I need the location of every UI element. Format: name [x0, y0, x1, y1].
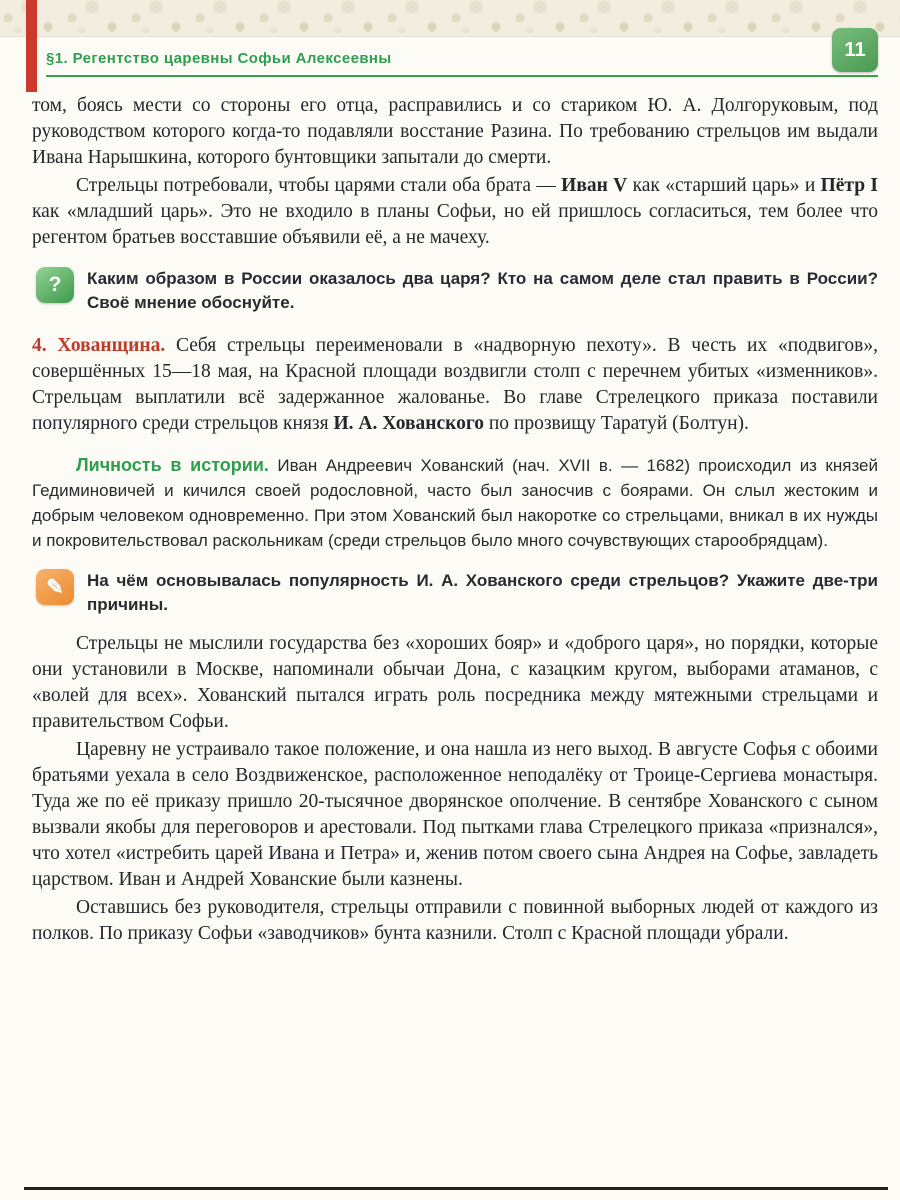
section-heading: 4. Хованщина.: [32, 335, 166, 356]
bold-name-petr: Пётр I: [820, 175, 878, 196]
task-pen-icon: [36, 569, 74, 605]
chapter-title: §1. Регентство царевны Софьи Алексеевны: [46, 50, 392, 67]
section-4-paragraph: [32, 333, 878, 437]
person-in-history-block: [32, 453, 878, 553]
page-body: [0, 77, 900, 947]
bottom-rule: [24, 1187, 888, 1190]
question-mark-icon: [36, 267, 74, 303]
paragraph-text: как «младший царь». Это не входило в планы Софьи, но ей пришлось согласиться, тем более что регентом братьев восставшие объявили её, а не мачеху.: [32, 201, 878, 248]
paragraph-text: по прозвищу Таратуй (Болтун).: [483, 413, 749, 434]
task-pen-glyph: ✎: [46, 575, 64, 599]
paragraph-streltsy-order: Стрельцы не мыслили государства без «хороших бояр» и «доброго царя», но порядки, которые они установили в Москве, напоминали обычаи Дона, с казацким кругом, выборами атаманов, с «волей для всех». Хованский пытался играть роль посредника между мятежными стрельцами и правительством Софьи.: [32, 633, 878, 732]
paragraph-text: Стрельцы потребовали, чтобы царями стали оба брата —: [76, 175, 562, 196]
paragraph-continuation: том, боясь мести со стороны его отца, расправились и со стариком Ю. А. Долгоруковым, под руководством которого когда-то подавляли восстание Разина. По требованию стрельцов им выдали Ивана Нарышкина, которого бунтовщики запытали до смерти.: [32, 95, 878, 168]
question-text: Каким образом в России оказалось два царя? Кто на самом деле стал править в России? Своё мнение обоснуйте.: [87, 269, 878, 312]
paragraph-two-tsars: [32, 173, 878, 251]
question-block-2: [36, 569, 878, 617]
header-rule: [46, 75, 878, 77]
bold-name-ivan: Иван V: [561, 175, 628, 196]
page-header: [0, 0, 900, 77]
person-block-text: Иван Андреевич Хованский (нач. XVII в. — 1682) происходил из князей Гедиминовичей и кичился своей родословной, часто был заносчив с боярами. Он слыл жестоким и добрым человеком одновременно. При этом Хованский был накоротке со стрельцами, вникал в их нужды и покровительствовал раскольникам (среди стрельцов было много сочувствующих старообрядцам).: [32, 456, 878, 550]
page-number-badge: 11: [832, 28, 878, 72]
bold-name-khovansky: И. А. Хованского: [333, 413, 484, 434]
paragraph-aftermath: Оставшись без руководителя, стрельцы отправили с повинной выборных людей от каждого из полков. По приказу Софьи «заводчиков» бунта казнили. Столп с Красной площади убрали.: [32, 897, 878, 944]
paragraph-sofia-response: Царевну не устраивало такое положение, и она нашла из него выход. В августе Софья с обоими братьями уехала в село Воздвиженское, расположенное неподалёку от Троице-Сергиева монастыря. Туда же по её приказу пришло 20-тысячное дворянское ополчение. В сентябре Хованского с сыном вызвали якобы для переговоров и арестовали. Под пытками глава Стрелецкого приказа «признался», что хотел «истребить царей Ивана и Петра» и, женив потом своего сына Андрея на Софье, завладеть царством. Иван и Андрей Хованские были казнены.: [32, 739, 878, 890]
paragraph-text: Себя стрельцы переименовали в «надворную пехоту». В честь их «подвигов», совершённых 15—18 мая, на Красной площади воздвигли столп с перечнем убитых «изменников». Стрельцам выплатили всё задержанное жалованье. Во главе Стрелецкого приказа поставили популярного среди стрельцов князя: [32, 335, 878, 434]
question-mark-glyph: ?: [48, 273, 62, 296]
paragraph-text: как «старший царь» и: [627, 175, 821, 196]
question-text: На чём основывалась популярность И. А. Хованского среди стрельцов? Укажите две-три причины.: [87, 571, 878, 614]
question-block-1: [36, 267, 878, 315]
person-block-heading: Личность в истории.: [76, 455, 269, 475]
